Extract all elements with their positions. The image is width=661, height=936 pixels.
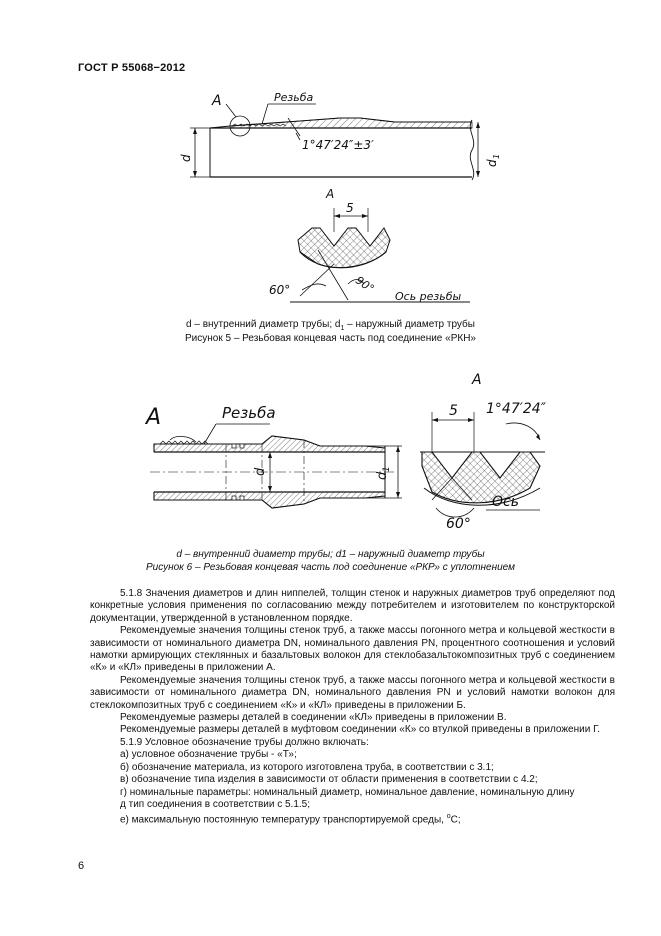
fig5-angle-label: 1°47′24″±3′ [302,138,374,152]
paragraph-5-1-8: 5.1.8 Значения диаметров и длин ниппелей, толщин стенок и наружных диаметров труб определяют под конкретные условия применения по согласованию между потребителем и изготовителем по конструкторской документации, утвержденной в установленном порядке. [90,588,615,624]
figure-5-title: Рисунок 5 – Резьбовая концевая часть под соединение «РКН» [184,333,476,344]
fig5-pitch: 5 [346,201,354,215]
list-item-g: г) номинальные параметры: номинальный диаметр, номинальное давление, номинальную длину [120,786,575,798]
figure-5-drawing [0,80,661,320]
list-item-v: в) обозначение типа изделия в зависимости от области применения в соответствии с 4.2; [120,774,538,786]
fig5-axis-label: Ось резьбы [395,290,462,303]
list-item-e: е) максимальную постоянную температуру транспортируемой среды, $^o$С; [120,813,461,826]
fig5-detail-A: А [326,187,335,201]
paragraph: Рекомендуемые размеры деталей в соединении «КЛ» приведены в приложении В. [120,712,507,724]
fig6-angle: 1°47′24″ [486,401,546,417]
fig5-angle-90: 90° [353,273,377,296]
body-text [90,588,615,827]
fig5-angle-60: 60° [269,283,291,297]
standard-designation: ГОСТ Р 55068−2012 [78,62,186,74]
figure-5-caption: d – внутренний диаметр трубы; $d_1$ – наружный диаметр трубы [186,319,475,332]
pipe-6-wall-top [154,436,385,452]
fig6-label-d1: d [375,471,390,480]
fig6-angle-60: 60° [446,516,471,532]
figure-6-caption: d – внутренний диаметр трубы; d1 – наружный диаметр трубы [176,549,485,560]
fig6-label-A: А [146,405,162,430]
paragraph: Рекомендуемые размеры деталей в муфтовом соединении «К» со втулкой приведены в приложении Г. [120,724,601,736]
fig6-label-d: d [253,467,268,476]
list-item-b: б) обозначение материала, из которого изготовлена труба, в соответствии с 3.1; [120,761,494,773]
paragraph-5-1-9: 5.1.9 Условное обозначение трубы должно включать: [120,736,369,748]
fig5-label-rezba: Резьба [274,91,314,104]
fig6-pitch: 5 [449,403,458,419]
fig5-label-d: d [179,154,193,162]
page-number: 6 [78,860,85,872]
paragraph: Рекомендуемые значения толщины стенок труб, а также массы погонного метра и кольцевой жесткости в зависимости от номинального диаметра DN, номинального давления PN и условий намотки волокон для стеклокомпозитных труб с соединением «К» и «КЛ» приведены в приложении Б. [90,674,615,711]
list-item-d: д тип соединения в соответствии с 5.1.5; [120,798,311,810]
fig6-thread-profile [422,452,540,503]
figure-6-title: Рисунок 6 – Резьбовая концевая часть под соединение «РКР» с уплотнением [146,562,515,573]
figure-6-drawing [0,360,661,550]
paragraph: Рекомендуемые значения толщины стенок труб, а также массы погонного метра и кольцевой жесткости в зависимости от номинального диаметра DN, номинального давления PN, процентного соотношения и условий намотки армирующих стеклянных и базальтовых волокон для стеклобазальтокомпозитных труб с соединением «К» и «КЛ» приведены в приложении А. [90,625,615,674]
fig6-detail-A: А [472,372,482,388]
fig6-label-rezba: Резьба [222,404,276,422]
fig5-label-A: А [212,93,222,109]
fig5-label-d1: d [485,159,499,167]
pipe-6-wall-bottom [154,492,385,508]
fig6-label-d1-sub: 1 [382,466,392,472]
fig5-label-d1-sub: 1 [492,153,501,159]
list-item-a: а) условное обозначение трубы - «Т»; [120,749,297,761]
fig6-axis-label: Ось [492,494,519,510]
